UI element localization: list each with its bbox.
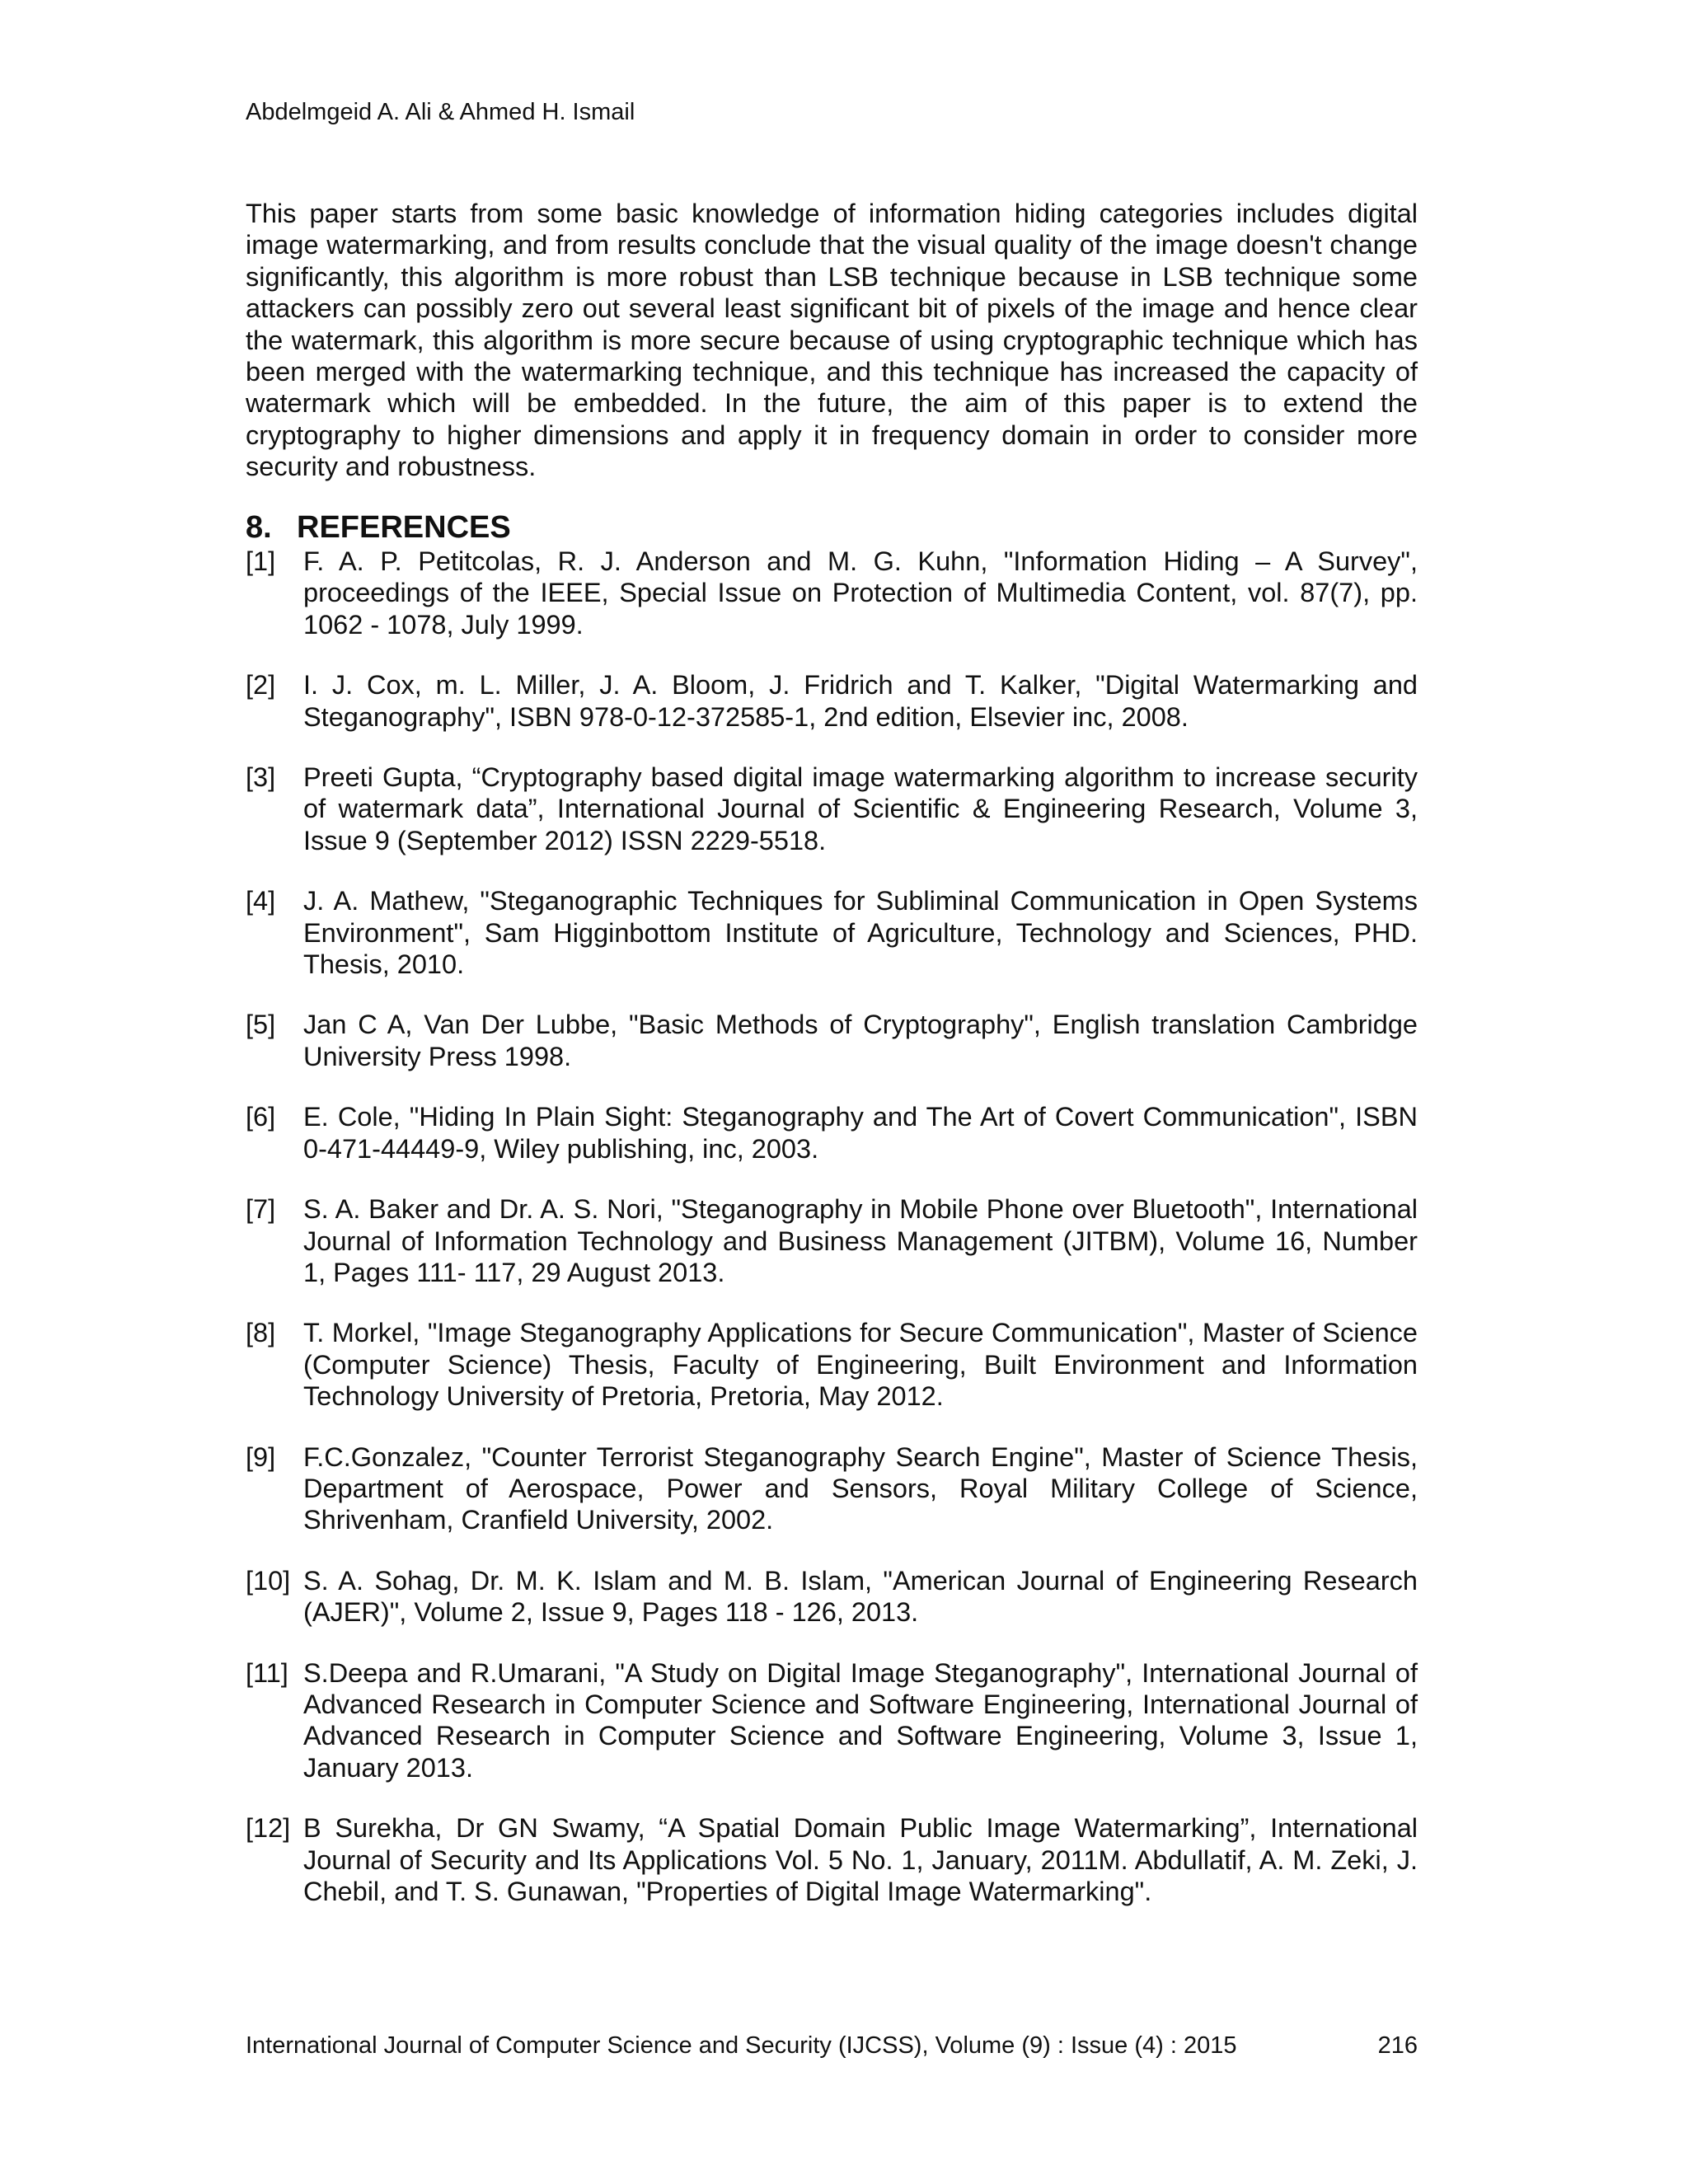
reference-text: J. A. Mathew, "Steganographic Techniques for Subliminal Communication in Open Systems Environment", Sam Higginbottom Institute of Agriculture, Technology and Sciences, PHD. Thesis, 2010. bbox=[303, 886, 1418, 980]
reference-number: [11] bbox=[246, 1657, 288, 1688]
reference-text: Jan C A, Van Der Lubbe, "Basic Methods of Cryptography", English translation Cambridge University Press 1998. bbox=[303, 1010, 1418, 1071]
reference-number: [5] bbox=[246, 1010, 276, 1040]
reference-item-11 bbox=[246, 1657, 1418, 1784]
reference-text: F. A. P. Petitcolas, R. J. Anderson and M. G. Kuhn, "Information Hiding – A Survey", proceedings of the IEEE, Special Issue on Protection of Multimedia Content, vol. 87(7), pp. 1062 - 1078, July 1999. bbox=[303, 546, 1418, 640]
reference-item-5 bbox=[246, 1009, 1418, 1072]
reference-item-10 bbox=[246, 1565, 1418, 1629]
reference-number: [10] bbox=[246, 1565, 291, 1596]
footer-journal-citation: International Journal of Computer Science and Security (IJCSS), Volume (9) : Issue (4) : 2015 bbox=[246, 2032, 1237, 2059]
reference-number: [8] bbox=[246, 1318, 276, 1348]
reference-item-6 bbox=[246, 1101, 1418, 1165]
reference-number: [6] bbox=[246, 1102, 276, 1132]
reference-text: S. A. Baker and Dr. A. S. Nori, "Steganography in Mobile Phone over Bluetooth", International Journal of Information Technology and Business Management (JITBM), Volume 16, Number 1, Pages 111- 117, 29 August 2013. bbox=[303, 1194, 1418, 1287]
reference-item-4 bbox=[246, 885, 1418, 980]
references-heading bbox=[246, 509, 511, 546]
reference-text: T. Morkel, "Image Steganography Applications for Secure Communication", Master of Science (Computer Science) Thesis, Faculty of Engineering, Built Environment and Information Technology University of Pretoria, Pretoria, May 2012. bbox=[303, 1318, 1418, 1412]
reference-item-8 bbox=[246, 1317, 1418, 1412]
reference-item-9 bbox=[246, 1441, 1418, 1536]
reference-number: [3] bbox=[246, 762, 276, 793]
footer-page-number: 216 bbox=[1377, 2032, 1418, 2059]
conclusion-paragraph: This paper starts from some basic knowledge of information hiding categories includes digital image watermarking, and from results conclude that the visual quality of the image doesn't change significantly, this algorithm is more robust than LSB technique because in LSB technique some attackers can possibly zero out several least significant bit of pixels of the image and hence clear the watermark, this algorithm is more secure because of using cryptographic technique which has been merged with the watermarking technique, and this technique has increased the capacity of watermark which will be embedded. In the future, the aim of this paper is to extend the cryptography to higher dimensions and apply it in frequency domain in order to consider more security and robustness. bbox=[246, 199, 1418, 482]
reference-item-3 bbox=[246, 762, 1418, 856]
reference-item-2 bbox=[246, 669, 1418, 733]
reference-number: [9] bbox=[246, 1441, 276, 1472]
reference-item-7 bbox=[246, 1193, 1418, 1288]
reference-number: [4] bbox=[246, 886, 276, 916]
reference-text: E. Cole, "Hiding In Plain Sight: Steganography and The Art of Covert Communication", ISBN 0-471-44449-9, Wiley publishing, inc, 2003. bbox=[303, 1102, 1418, 1164]
reference-text: F.C.Gonzalez, "Counter Terrorist Steganography Search Engine", Master of Science Thesis, Department of Aerospace, Power and Sensors, Royal Military College of Science, Shrivenham, Cranfield University, 2002. bbox=[303, 1441, 1418, 1535]
reference-number: [2] bbox=[246, 670, 276, 701]
references-list bbox=[246, 546, 1418, 1936]
reference-text: S.Deepa and R.Umarani, "A Study on Digital Image Steganography", International Journal of Advanced Research in Computer Science and Software Engineering, International Journal of Advanced Research in Computer Science and Software Engineering, Volume 3, Issue 1, January 2013. bbox=[303, 1657, 1418, 1783]
references-heading-title: REFERENCES bbox=[297, 510, 511, 545]
reference-item-1 bbox=[246, 546, 1418, 640]
reference-number: [1] bbox=[246, 546, 276, 576]
running-header-authors: Abdelmgeid A. Ali & Ahmed H. Ismail bbox=[246, 99, 635, 125]
reference-text: S. A. Sohag, Dr. M. K. Islam and M. B. Islam, "American Journal of Engineering Research (AJER)", Volume 2, Issue 9, Pages 118 - 126, 2013. bbox=[303, 1565, 1418, 1628]
reference-text: Preeti Gupta, “Cryptography based digital image watermarking algorithm to increase security of watermark data”, International Journal of Scientific & Engineering Research, Volume 3, Issue 9 (September 2012) ISSN 2229-5518. bbox=[303, 762, 1418, 855]
reference-text: I. J. Cox, m. L. Miller, J. A. Bloom, J. Fridrich and T. Kalker, "Digital Watermarking and Steganography", ISBN 978-0-12-372585-1, 2nd edition, Elsevier inc, 2008. bbox=[303, 670, 1418, 732]
reference-number: [12] bbox=[246, 1813, 291, 1844]
reference-item-12 bbox=[246, 1812, 1418, 1907]
reference-number: [7] bbox=[246, 1194, 276, 1225]
reference-text: B Surekha, Dr GN Swamy, “A Spatial Domain Public Image Watermarking”, International Journal of Security and Its Applications Vol. 5 No. 1, January, 2011M. Abdullatif, A. M. Zeki, J. Chebil, and T. S. Gunawan, "Properties of Digital Image Watermarking". bbox=[303, 1813, 1418, 1906]
references-heading-number: 8. bbox=[246, 510, 272, 545]
